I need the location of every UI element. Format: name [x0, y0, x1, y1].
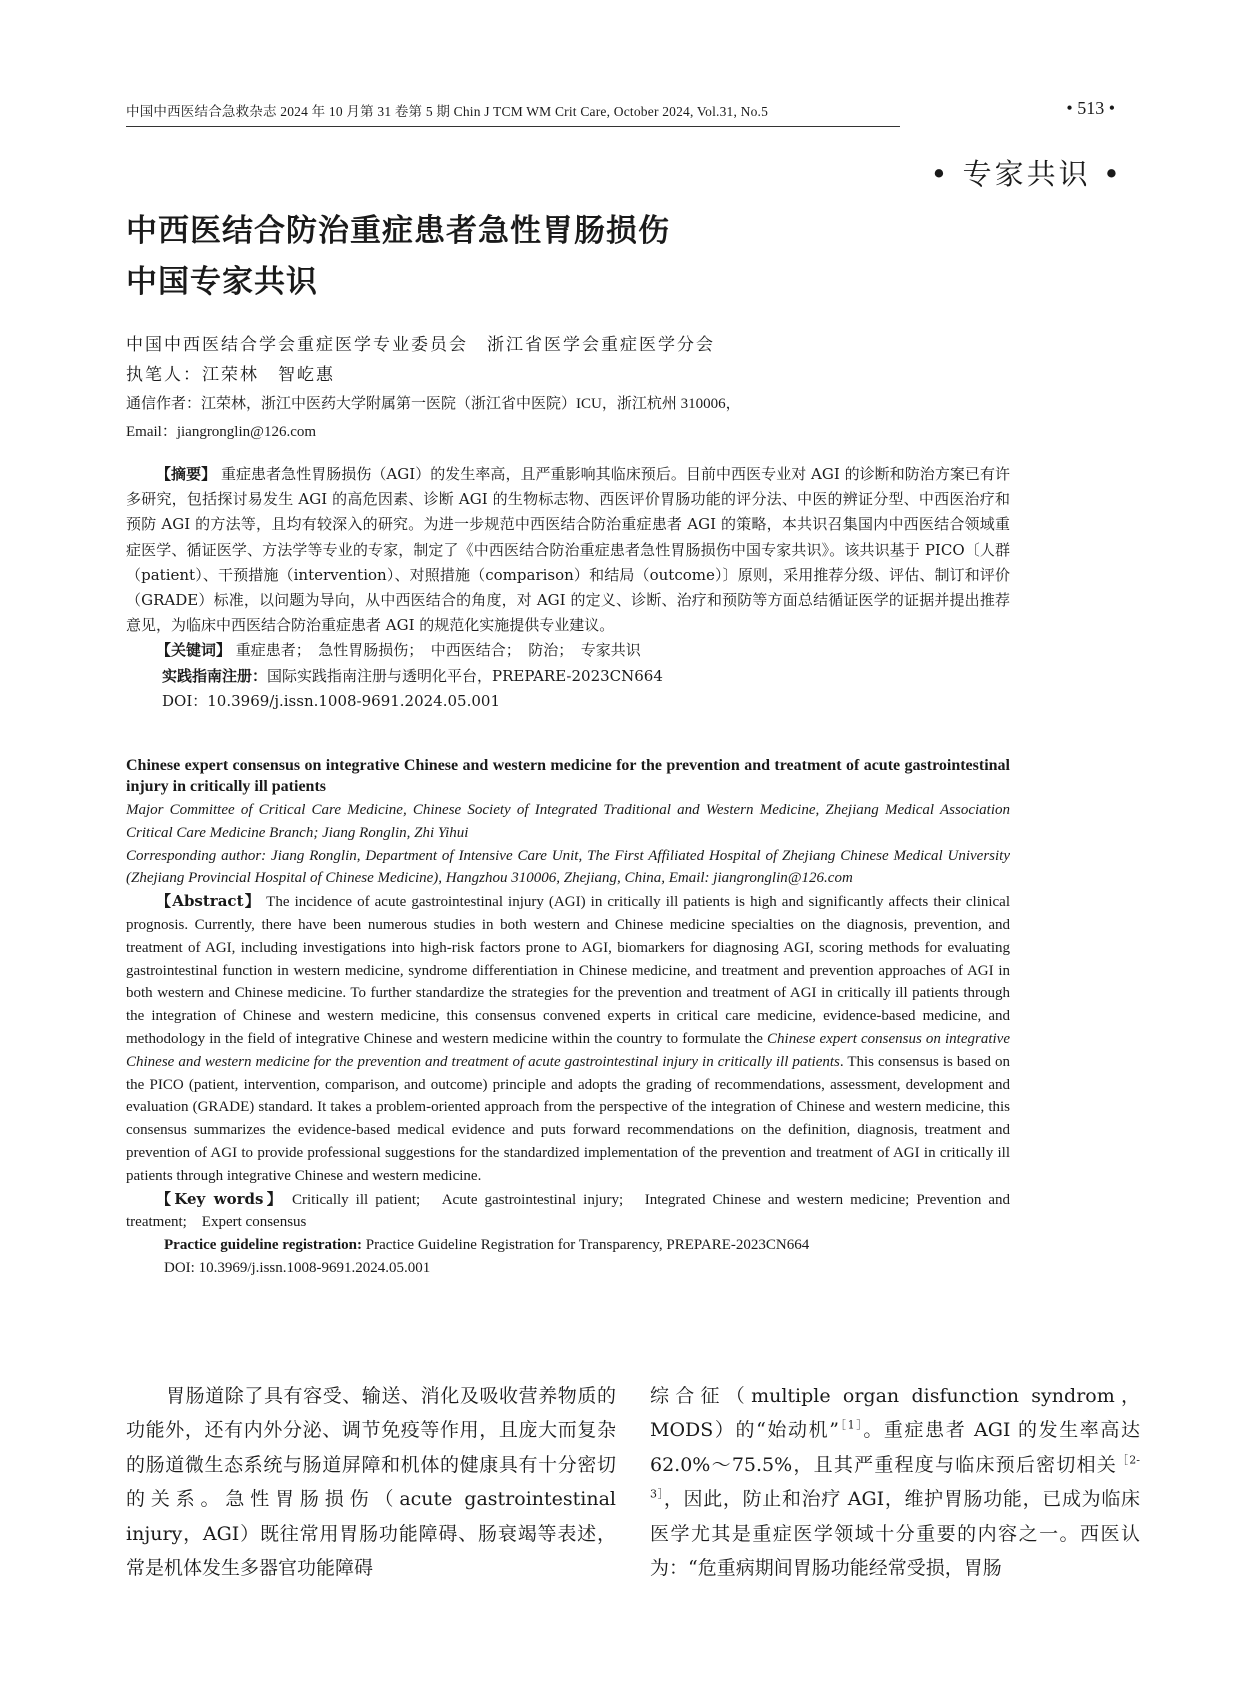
chinese-abstract [126, 462, 1010, 714]
body-right-text-a: 综合征（multiple organ disfunction syndrom，MODS）的“始动机” [650, 1385, 1140, 1442]
english-abstract-block [126, 755, 1010, 1280]
zh-abstract-text: 重症患者急性胃肠损伤（AGI）的发生率高，且严重影响其临床预后。目前中西医专业对 AGI 的诊断和防治方案已有许多研究，包括探讨易发生 AGI 的高危因素、诊断 AGI 的生物标志物、西医评价胃肠功能的评分法、中医的辨证分型、中西医治疗和预防 AGI 的方法等，且均有较深入的研究。为进一步规范中西医结合防治重症患者 AGI 的策略，本共识召集国内中西医结合领域重症医学、循证医学、方法学等专业的专家，制定了《中西医结合防治重症患者急性胃肠损伤中国专家共识》。该共识基于 PICO〔人群（patient）、干预措施（intervention）、对照措施（comparison）和结局（outcome）〕原则，采用推荐分级、评估、制订和评价（GRADE）标准，以问题为导向，从中西医结合的角度，对 AGI 的定义、诊断、治疗和预防等方面总结循证医学的证据并提出推荐意见，为临床中西医结合防治重症患者 AGI 的规范化实施提供专业建议。 [126, 465, 1010, 635]
english-abstract-label: 【Abstract】 [156, 892, 262, 911]
english-abstract [126, 890, 1010, 1187]
english-registration-text: Practice Guideline Registration for Transparency, PREPARE-2023CN664 [362, 1237, 810, 1254]
article-title [126, 206, 670, 308]
english-keywords [126, 1188, 1010, 1235]
correspondence: 通信作者：江荣林，浙江中医药大学附属第一医院（浙江省中医院）ICU，浙江杭州 310006， [126, 396, 741, 412]
zh-abstract-paragraph [126, 462, 1010, 638]
author-writers: 执笔人：江荣林 智屹惠 [126, 365, 335, 385]
english-abstract-italic: Chinese expert consensus on integrative Chinese and western medicine for the prevention and treatment of acute gastrointestinal injury in critically ill patients [126, 1030, 1010, 1070]
zh-keywords-text: 重症患者； 急性胃肠损伤； 中西医结合； 防治； 专家共识 [231, 641, 641, 660]
english-corresponding: Corresponding author: Jiang Ronglin, Department of Intensive Care Unit, The First Affiliated Hospital of Zhejiang Chinese Medical University (Zhejiang Provincial Hospital of Chinese Medicine), Hangzhou 310006, Zhejiang, China, Email: jiangronglin@126.com [126, 847, 1010, 887]
column-label: • 专家共识 • [930, 157, 1123, 191]
title-line-1: 中西医结合防治重症患者急性胃肠损伤 [126, 213, 670, 249]
body-paragraph-right [650, 1379, 1140, 1585]
english-abstract-text-1: The incidence of acute gastrointestinal injury (AGI) in critically ill patients is high and significantly affects their clinical prognosis. Currently, there have been numerous studies in both western and Chinese medicine specialties on the diagnosis, prevention, and treatment of AGI, including investigations into high-risk factors prone to AGI, biomarkers for diagnosing AGI, scoring methods for evaluating gastrointestinal function in western medicine, syndrome differentiation in Chinese medicine, and treatment and prevention approaches of AGI in both western and Chinese medicine. To further standardize the strategies for the prevention and treatment of AGI in critically ill patients through the integration of Chinese and western medicine, this consensus convened experts in critical care medicine, evidence-based medicine, and methodology in the field of integrative Chinese and western medicine within the country to formulate the [126, 894, 1011, 1047]
author-organizations: 中国中西医结合学会重症医学专业委员会 浙江省医学会重症医学分会 [126, 335, 715, 355]
body-right-text-b: 。重症患者 AGI 的发生率高达 62.0%～75.5%，且其严重程度与临床预后密切相关 [650, 1419, 1141, 1476]
english-title: Chinese expert consensus on integrative Chinese and western medicine for the prevention and treatment of acute gastrointestinal injury in critically ill patients [126, 757, 1010, 795]
citation-2-3: ［2-3］ [650, 1453, 1141, 1501]
zh-registration-text: 国际实践指南注册与透明化平台，PREPARE-2023CN664 [267, 666, 663, 685]
title-line-2: 中国专家共识 [126, 264, 318, 300]
zh-abstract-label: 【摘要】 [156, 465, 217, 483]
author-block [126, 330, 1026, 446]
zh-doi: DOI：10.3969/j.issn.1008-9691.2024.05.001 [162, 691, 500, 710]
body-paragraph-left: 胃肠道除了具有容受、输送、消化及吸收营养物质的功能外，还有内外分泌、调节免疫等作用，且庞大而复杂的肠道微生态系统与肠道屏障和机体的健康具有十分密切的关系。急性胃肠损伤（acute gastrointestinal injury，AGI）既往常用胃肠功能障碍、肠衰竭等表述，常是机体发生多器官功能障碍 [126, 1385, 616, 1580]
running-header: 中国中西医结合急救杂志 2024 年 10 月第 31 卷第 5 期 Chin J TCM WM Crit Care, October 2024, Vol.31, No.5 [126, 100, 900, 127]
zh-registration [126, 664, 1010, 689]
body-column-right [650, 1379, 1140, 1585]
body-right-text-c: ，因此，防止和治疗 AGI，维护胃肠功能，已成为临床医学尤其是重症医学领域十分重要的内容之一。西医认为：“危重病期间胃肠功能经常受损，胃肠 [650, 1488, 1141, 1580]
zh-keywords [126, 638, 1010, 663]
page-number: • 513 • [1066, 98, 1115, 118]
zh-registration-label: 实践指南注册： [162, 666, 268, 685]
english-doi: DOI: 10.3969/j.issn.1008-9691.2024.05.001 [164, 1259, 431, 1276]
body-column-left [126, 1379, 616, 1585]
english-registration-label: Practice guideline registration: [164, 1237, 363, 1254]
zh-keywords-label: 【关键词】 [156, 641, 232, 660]
english-authors: Major Committee of Critical Care Medicine, Chinese Society of Integrated Traditional and Western Medicine, Zhejiang Medical Association Critical Care Medicine Branch; Jiang Ronglin, Zhi Yihui [126, 802, 1010, 841]
citation-1: ［1］ [838, 1419, 864, 1433]
email: Email：jiangronglin@126.com [126, 424, 317, 440]
english-keywords-text: Critically ill patient; Acute gastrointestinal injury; Integrated Chinese and western medicine; Prevention and treatment; Expert consensus [126, 1191, 1010, 1231]
english-registration [126, 1234, 1010, 1257]
english-keywords-label: 【Key words】 [156, 1189, 285, 1208]
english-abstract-text-2: . This consensus is based on the PICO (patient, intervention, comparison, and outcome) principle and adopts the grading of recommendations, assessment, development and evaluation (GRADE) standard. It takes a problem-oriented approach from the perspective of the integration of Chinese and western medicine, this consensus summarizes the evidence-based medical evidence and puts forward recommendations on the definition, diagnosis, treatment and prevention of AGI to provide professional suggestions for the standardized implementation of the prevention and treatment of AGI in critically ill patients through integrative Chinese and western medicine. [126, 1053, 1010, 1184]
